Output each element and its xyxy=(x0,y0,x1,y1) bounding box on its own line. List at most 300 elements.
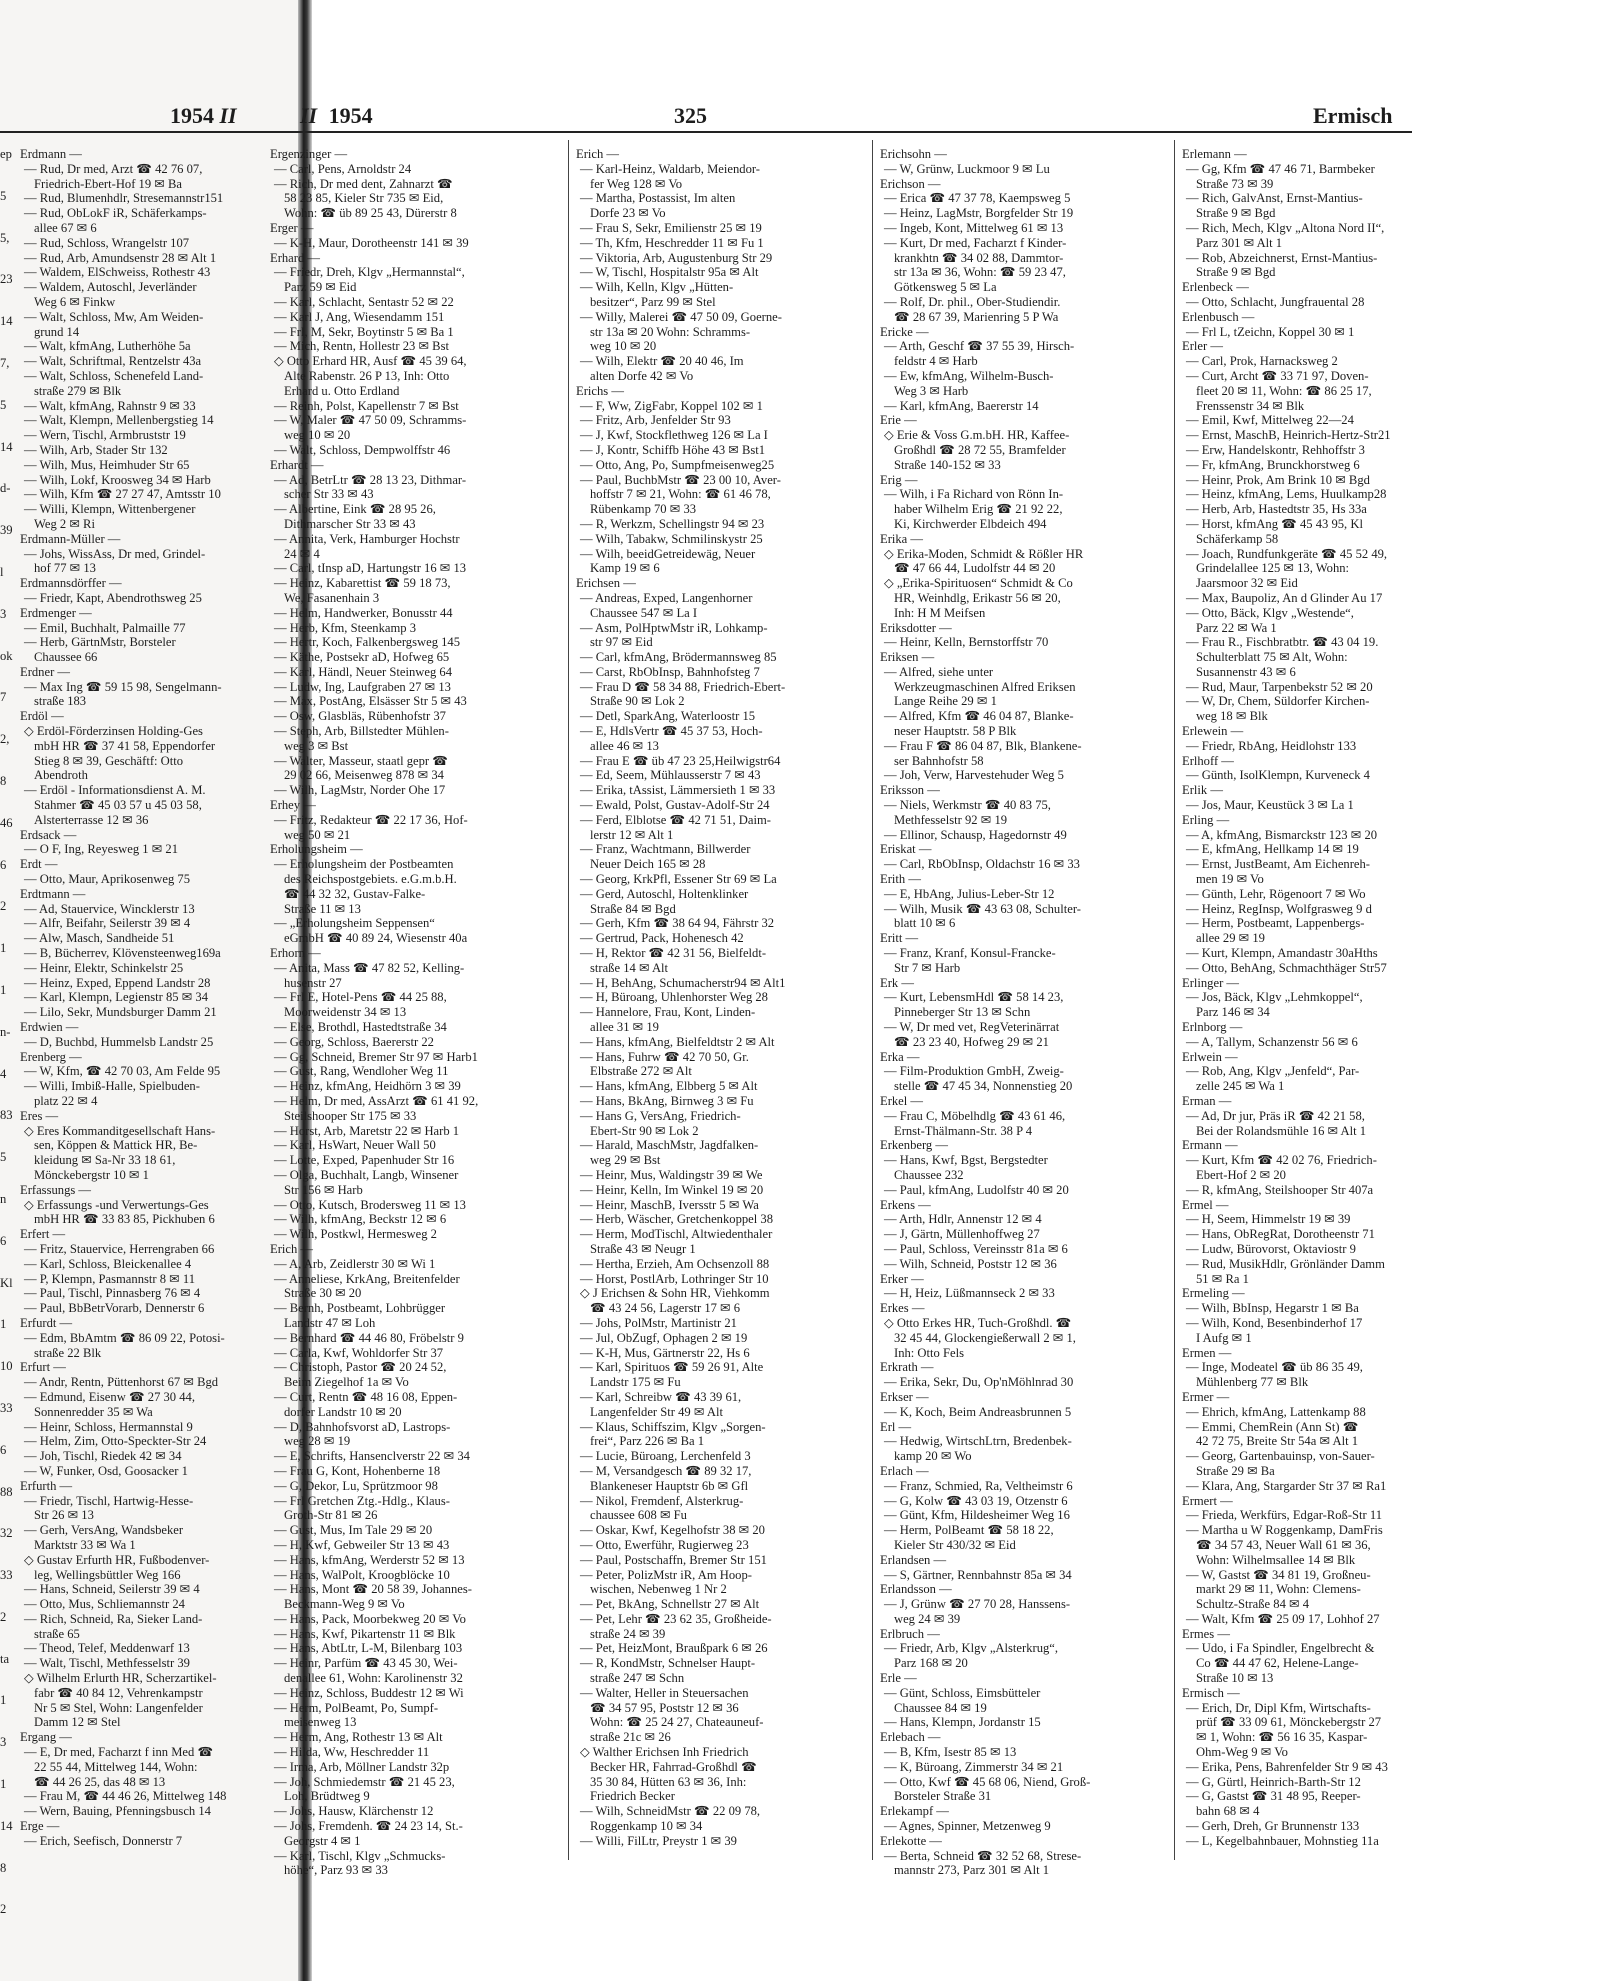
directory-entry: — Albertine, Eink ☎ 28 95 26, xyxy=(274,502,436,517)
entry-continuation: Stahmer ☎ 45 03 57 u 45 03 58, xyxy=(34,798,202,813)
entry-continuation: Schultz-Straße 84 ✉ 4 xyxy=(1196,1597,1310,1612)
directory-entry: — Ludw, Ing, Laufgraben 27 ✉ 13 xyxy=(274,679,451,694)
surname-heading: Erlinger — xyxy=(1182,975,1240,990)
directory-entry: — Wilh, Tabakw, Schmilinskystr 25 xyxy=(580,531,763,546)
directory-entry: — Hans, Schneid, Seilerstr 39 ✉ 4 xyxy=(24,1582,200,1597)
directory-entry: — Ewald, Polst, Gustav-Adolf-Str 24 xyxy=(580,798,770,813)
entry-continuation: Straße 90 ✉ Lok 2 xyxy=(590,694,685,709)
directory-entry: — Friedr, Dreh, Klgv „Hermannstal“, xyxy=(274,265,465,280)
directory-entry: — Herb, Wäscher, Gretchenkoppel 38 xyxy=(580,1212,773,1227)
entry-continuation: stelle ☎ 47 45 34, Nonnenstieg 20 xyxy=(894,1079,1073,1094)
directory-entry: — Rob, Ang, Klgv „Jenfeld“, Par- xyxy=(1186,1064,1360,1079)
directory-entry: — Emil, Buchhalt, Palmaille 77 xyxy=(24,620,186,635)
entry-continuation: weg 24 ✉ 39 xyxy=(894,1611,961,1626)
directory-entry: — Otto, Maur, Aprikosenweg 75 xyxy=(24,872,190,887)
directory-entry: — Herm, PolBeamt ☎ 58 18 22, xyxy=(884,1523,1054,1538)
entry-continuation: Langenfelder Str 49 ✉ Alt xyxy=(590,1404,723,1419)
directory-entry: — R, kfmAng, Steilshooper Str 407a xyxy=(1186,1182,1374,1197)
directory-entry: — Karl, Händl, Neuer Steinweg 64 xyxy=(274,664,453,679)
entry-continuation: haber Wilhelm Erig ☎ 21 92 22, xyxy=(894,502,1063,517)
directory-entry: — Ingeb, Kont, Mittelweg 61 ✉ 13 xyxy=(884,220,1064,235)
entry-continuation: 35 30 84, Hütten 63 ✉ 36, Inh: xyxy=(590,1774,747,1789)
margin-fragment: 14 xyxy=(0,314,13,329)
margin-fragment: 1 xyxy=(0,982,7,997)
entry-continuation: Neuer Deich 165 ✉ 28 xyxy=(590,857,706,872)
directory-entry: — Inge, Modeatel ☎ üb 86 35 49, xyxy=(1186,1360,1363,1375)
directory-entry: — Hans, Fuhrw ☎ 42 70 50, Gr. xyxy=(580,1049,749,1064)
directory-entry: — Herm, Postbeamt, Lappenbergs- xyxy=(1186,916,1365,931)
directory-entry: — Alfred, siehe unter xyxy=(884,664,994,679)
entry-continuation: Chaussee 547 ✉ La I xyxy=(590,605,698,620)
entry-continuation: 32 45 44, Glockengießerwall 2 ✉ 1, xyxy=(894,1330,1076,1345)
entry-continuation: weg 50 ✉ 21 xyxy=(284,827,351,842)
directory-entry: — J, Gärtn, Müllenhoffweg 27 xyxy=(884,1227,1040,1242)
surname-heading: Erdmann-Müller — xyxy=(20,531,121,546)
entry-continuation: Moorweidenstr 34 ✉ 13 xyxy=(284,1005,407,1020)
entry-continuation: ☎ 23 23 40, Hofweg 29 ✉ 21 xyxy=(894,1034,1049,1049)
entry-continuation: blatt 10 ✉ 6 xyxy=(894,916,956,931)
directory-entry: — H, Büroang, Uhlenhorster Weg 28 xyxy=(580,990,768,1005)
entry-continuation: Landstr 175 ✉ Fu xyxy=(590,1375,681,1390)
directory-entry: ◇ Otto Erhard HR, Ausf ☎ 45 39 64, xyxy=(274,354,467,369)
surname-heading: Erlekampf — xyxy=(880,1804,949,1819)
directory-entry: — R, Werkzm, Schellingstr 94 ✉ 23 xyxy=(580,516,765,531)
surname-heading: Erdsack — xyxy=(20,827,77,842)
directory-entry: — Friedr, Kapt, Abendrothsweg 25 xyxy=(24,590,202,605)
entry-continuation: Stieg 8 ✉ 39, Geschäftf: Otto xyxy=(34,753,184,768)
directory-entry: — Johs, Fremdenh. ☎ 24 23 14, St.- xyxy=(274,1819,463,1834)
surname-heading: Erichsen — xyxy=(576,576,636,591)
directory-entry: — Helm, Dr med, AssArzt ☎ 61 41 92, xyxy=(274,1094,479,1108)
entry-continuation: allee 31 ✉ 19 xyxy=(590,1020,659,1035)
surname-heading: Erkel — xyxy=(880,1094,924,1108)
directory-entry: — Gerh, Dreh, Gr Brunnenstr 133 xyxy=(1186,1819,1360,1834)
surname-heading: Erkes — xyxy=(880,1301,925,1316)
directory-entry: — Herb, Kfm, Steenkamp 3 xyxy=(274,620,416,635)
directory-entry: — H, Heiz, Lüßmannseck 2 ✉ 33 xyxy=(884,1286,1055,1301)
entry-continuation: Straße 140-152 ✉ 33 xyxy=(894,457,1001,472)
entry-continuation: weg 3 ✉ Bst xyxy=(284,738,349,753)
directory-entry: — Karl-Heinz, Waldarb, Meiendor- xyxy=(580,161,760,176)
margin-fragment: 32 xyxy=(0,1526,13,1541)
directory-entry: — Film-Produktion GmbH, Zweig- xyxy=(884,1064,1064,1079)
margin-fragment: 33 xyxy=(0,1400,13,1415)
right-page xyxy=(270,0,1600,1981)
entry-continuation: Beim Ziegelhof 1a ✉ Vo xyxy=(284,1375,409,1390)
directory-entry: — Hertha, Erzieh, Am Ochsenzoll 88 xyxy=(580,1256,770,1271)
surname-heading: Erfurth — xyxy=(20,1478,73,1493)
directory-entry: — Rolf, Dr. phil., Ober-Studiendir. xyxy=(884,294,1061,309)
directory-entry: — Reinh, Polst, Kapellenstr 7 ✉ Bst xyxy=(274,398,459,413)
directory-entry: — Heinr, Kelln, Bernstorffstr 70 xyxy=(884,635,1049,650)
surname-heading: Erlik — xyxy=(1182,783,1223,798)
column-1 xyxy=(270,147,564,1878)
entry-continuation: Landstr 47 ✉ Loh xyxy=(284,1315,376,1330)
surname-heading: Erker — xyxy=(880,1271,924,1286)
directory-entry: — Gertrud, Pack, Hohenesch 42 xyxy=(580,931,744,946)
directory-entry: — Klaus, Schiffszim, Klgv „Sorgen- xyxy=(580,1419,766,1434)
left-page xyxy=(0,0,298,1981)
surname-heading: Erdwien — xyxy=(20,1020,79,1035)
surname-heading: Erl — xyxy=(880,1419,912,1434)
left-header-part: II xyxy=(219,103,237,128)
entry-continuation: Groth-Str 81 ✉ 26 xyxy=(284,1508,378,1523)
margin-fragment: 14 xyxy=(0,439,13,454)
directory-entry: — Horst, PostlArb, Lothringer Str 10 xyxy=(580,1271,769,1286)
directory-entry: — Karl, Schloss, Bleickenallee 4 xyxy=(24,1256,192,1271)
directory-entry: — Martha, Postassist, Im alten xyxy=(580,191,736,206)
entry-continuation: chaussee 608 ✉ Fu xyxy=(590,1508,687,1523)
directory-entry: — Heinr, Elektr, Schinkelstr 25 xyxy=(24,960,184,975)
margin-fragment: 1 xyxy=(0,1693,7,1708)
surname-heading: Erfurdt — xyxy=(20,1315,73,1330)
surname-heading: Erkser — xyxy=(880,1389,929,1404)
directory-entry: — W, Funker, Osd, Goosacker 1 xyxy=(24,1463,188,1478)
directory-entry: — Arth, Hdlr, Annenstr 12 ✉ 4 xyxy=(884,1212,1042,1227)
directory-entry: — Fr, kfmAng, Brunckhorstweg 6 xyxy=(1186,457,1360,472)
surname-heading: Erman — xyxy=(1182,1094,1232,1108)
entry-continuation: Straße 43 ✉ Neugr 1 xyxy=(590,1241,696,1256)
margin-fragment: 14 xyxy=(0,1818,13,1833)
directory-entry: — W, Kfm, ☎ 42 70 03, Am Felde 95 xyxy=(24,1064,221,1079)
margin-fragment: 39 xyxy=(0,523,13,538)
directory-entry: — Anneliese, KrkAng, Breitenfelder xyxy=(274,1271,460,1286)
margin-fragment: 7 xyxy=(0,690,7,705)
surname-heading: Erich — xyxy=(270,1241,314,1256)
surname-heading: Erika — xyxy=(880,531,924,546)
directory-entry: — Harald, MaschMstr, Jagdfalken- xyxy=(580,1138,759,1153)
surname-heading: Erkens — xyxy=(880,1197,931,1212)
directory-entry: — Johs, PolMstr, Martinistr 21 xyxy=(580,1315,737,1330)
right-header-rule xyxy=(272,131,1412,133)
surname-heading: Ericke — xyxy=(880,324,929,339)
directory-entry: — Th, Kfm, Heschredder 11 ✉ Fu 1 xyxy=(580,235,764,250)
directory-entry: — Horst, kfmAng ☎ 45 43 95, Kl xyxy=(1186,516,1363,531)
entry-continuation: ☎ 47 66 44, Ludolfstr 44 ✉ 20 xyxy=(894,561,1056,576)
directory-entry: — G, Dekor, Lu, Sprützmoor 98 xyxy=(274,1478,438,1493)
directory-entry: — J, Kwf, Stockflethweg 126 ✉ La I xyxy=(580,428,768,443)
surname-heading: Erig — xyxy=(880,472,918,487)
entry-continuation: Straße 30 ✉ 20 xyxy=(284,1286,362,1301)
directory-entry: — Willi, FilLtr, Preystr 1 ✉ 39 xyxy=(580,1833,737,1848)
directory-entry: — Gg, Kfm ☎ 47 46 71, Barmbeker xyxy=(1186,161,1375,176)
entry-continuation: weg 29 ✉ Bst xyxy=(590,1153,661,1168)
directory-entry: ◇ J Erichsen & Sohn HR, Viehkomm xyxy=(580,1286,770,1301)
directory-entry: — Günth, IsolKlempn, Kurveneck 4 xyxy=(1186,768,1370,783)
entry-continuation: meisenweg 13 xyxy=(284,1715,357,1730)
directory-entry: — Joh, Schmiedemstr ☎ 21 45 23, xyxy=(274,1774,455,1789)
directory-entry: — Walt, Schriftmal, Rentzelstr 43a xyxy=(24,354,202,369)
entry-continuation: Marktstr 33 ✉ Wa 1 xyxy=(34,1537,136,1552)
directory-entry: — H, Kwf, Gebweiler Str 13 ✉ 43 xyxy=(274,1537,450,1552)
directory-entry: — Frau F ☎ 86 04 87, Blk, Blankene- xyxy=(884,738,1082,753)
directory-entry: — Rud, ObLokF iR, Schäferkamps- xyxy=(24,206,207,221)
directory-entry: — K, Koch, Beim Andreasbrunnen 5 xyxy=(884,1404,1072,1419)
surname-heading: Erkrath — xyxy=(880,1360,934,1375)
entry-continuation: ☎ 44 32 32, Gustav-Falke- xyxy=(284,886,426,901)
directory-entry: — B, Kfm, Isestr 85 ✉ 13 xyxy=(884,1745,1017,1760)
directory-entry: — E, HbAng, Julius-Leber-Str 12 xyxy=(884,886,1055,901)
surname-heading: Ermisch — xyxy=(1182,1685,1240,1700)
directory-entry: — Jos, Bäck, Klgv „Lehmkoppel“, xyxy=(1186,990,1363,1005)
directory-entry: — Carl, Prok, Harnacksweg 2 xyxy=(1186,354,1338,369)
entry-continuation: leg, Wellingsbüttler Weg 166 xyxy=(34,1567,181,1582)
directory-entry: — Rud, Arb, Amundsenstr 28 ✉ Alt 1 xyxy=(24,250,217,265)
left-column xyxy=(20,147,286,1849)
surname-heading: Erger — xyxy=(270,220,314,235)
entry-continuation: Jaarsmoor 32 ✉ Eid xyxy=(1196,576,1298,591)
entry-continuation: mbH HR ☎ 37 41 58, Eppendorfer xyxy=(34,738,216,753)
surname-heading: Erlenbusch — xyxy=(1182,309,1255,324)
directory-entry: — E, HdlsVertr ☎ 45 37 53, Hoch- xyxy=(580,724,763,739)
directory-entry: — Nikol, Fremdenf, Alsterkrug- xyxy=(580,1493,744,1508)
directory-entry: — Karl, Spirituos ☎ 59 26 91, Alte xyxy=(580,1360,764,1375)
directory-entry: — Emil, Kwf, Mittelweg 22—24 xyxy=(1186,413,1354,428)
directory-entry: — Rud, Maur, Tarpenbekstr 52 ✉ 20 xyxy=(1186,679,1373,694)
directory-entry: — Rud, MusikHdlr, Grönländer Damm xyxy=(1186,1256,1385,1271)
directory-entry: — Paul, Schloss, Vereinsstr 81a ✉ 6 xyxy=(884,1241,1068,1256)
directory-entry: — Kurt, Kfm ☎ 42 02 76, Friedrich- xyxy=(1186,1153,1377,1168)
entry-continuation: Straße 11 ✉ 13 xyxy=(284,901,361,916)
entry-continuation: dorfer Landstr 10 ✉ 20 xyxy=(284,1404,402,1419)
directory-entry: — Georg, KrkPfl, Essener Str 69 ✉ La xyxy=(580,872,777,887)
directory-entry: — Erica ☎ 47 37 78, Kaempsweg 5 xyxy=(884,191,1071,206)
entry-continuation: Mönckebergstr 10 ✉ 1 xyxy=(34,1167,149,1182)
entry-continuation: wischen, Nebenweg 1 Nr 2 xyxy=(590,1582,727,1597)
directory-entry: — Paul, BbBetrVorarb, Dennerstr 6 xyxy=(24,1301,205,1316)
entry-continuation: straße 65 xyxy=(34,1626,80,1641)
surname-heading: Erdmannsdörffer — xyxy=(20,576,122,591)
directory-entry: — Irma, Arb, Möllner Landstr 32p xyxy=(274,1759,450,1774)
margin-fragment: 88 xyxy=(0,1484,13,1499)
entry-continuation: höhe“, Parz 93 ✉ 33 xyxy=(284,1863,388,1878)
entry-continuation: 24 ✉ 4 xyxy=(284,546,320,561)
directory-entry: — Friedr, Tischl, Hartwig-Hesse- xyxy=(24,1493,194,1508)
directory-entry: — Rud, Dr med, Arzt ☎ 42 76 07, xyxy=(24,161,203,176)
directory-entry: — Ew, kfmAng, Wilhelm-Busch- xyxy=(884,368,1054,383)
directory-entry: — Hertr, Koch, Falkenbergsweg 145 xyxy=(274,635,461,650)
directory-entry: — Ad, BetrLtr ☎ 28 13 23, Dithmar- xyxy=(274,472,467,487)
surname-heading: Erka — xyxy=(880,1049,920,1064)
entry-continuation: Parz 301 ✉ Alt 1 xyxy=(1196,235,1283,250)
margin-fragment: 5 xyxy=(0,188,7,203)
column-2 xyxy=(576,147,868,1849)
directory-entry: — Erw, Handelskontr, Rehhoffstr 3 xyxy=(1186,442,1365,457)
directory-entry: — Kurt, LebensmHdl ☎ 58 14 23, xyxy=(884,990,1064,1005)
margin-fragment: 7, xyxy=(0,355,10,370)
surname-heading: Erie — xyxy=(880,413,917,428)
directory-entry: — Heinz, kfmAng, Heidhörn 3 ✉ 39 xyxy=(274,1079,461,1094)
entry-continuation: feldstr 4 ✉ Harb xyxy=(894,354,978,369)
surname-heading: Erlenbeck — xyxy=(1182,280,1249,295)
surname-heading: Erle — xyxy=(880,1671,917,1686)
directory-entry: — Johs, WissAss, Dr med, Grindel- xyxy=(24,546,206,561)
entry-continuation: Str 7 ✉ Harb xyxy=(894,960,961,975)
directory-entry: — Detl, SparkAng, Waterloostr 15 xyxy=(580,709,756,724)
directory-entry: — Willi, Klempn, Wittenbergener xyxy=(24,502,196,517)
directory-entry: — Heinz, LagMstr, Borgfelder Str 19 xyxy=(884,206,1074,221)
surname-heading: Erichson — xyxy=(880,176,941,191)
entry-continuation: allee 46 ✉ 13 xyxy=(590,738,659,753)
directory-entry: — Heinr, Mus, Waldingstr 39 ✉ We xyxy=(580,1167,763,1182)
directory-entry: — Heinr, Schloss, Hermannstal 9 xyxy=(24,1419,193,1434)
entry-continuation: Schulterblatt 75 ✉ Alt, Wohn: xyxy=(1196,650,1348,665)
entry-continuation: Loh, Brüdtweg 9 xyxy=(284,1789,370,1804)
directory-entry: — „Erholungsheim Seppensen“ xyxy=(274,916,435,931)
margin-fragment: l xyxy=(0,564,4,579)
entry-continuation: krankhtn ☎ 34 02 88, Dammtor- xyxy=(894,250,1064,265)
entry-continuation: We, Fasanenhain 3 xyxy=(284,590,380,605)
directory-entry: — W, Dr, Chem, Süldorfer Kirchen- xyxy=(1186,694,1370,709)
column-divider xyxy=(1174,140,1175,1860)
directory-entry: — Wilh, Elektr ☎ 20 40 46, Im xyxy=(580,354,744,369)
entry-continuation: Str 26 ✉ 13 xyxy=(34,1508,94,1523)
directory-entry: — Wern, Tischl, Armbruststr 19 xyxy=(24,428,186,443)
margin-fragment: Kl xyxy=(0,1275,13,1290)
surname-heading: Erge — xyxy=(20,1819,60,1834)
directory-entry: — Joach, Rundfunkgeräte ☎ 45 52 49, xyxy=(1186,546,1388,561)
surname-heading: Ermann — xyxy=(1182,1138,1238,1153)
margin-fragment: 2, xyxy=(0,732,10,747)
directory-entry: — Carl, kfmAng, Brödermannsweg 85 xyxy=(580,650,777,665)
directory-entry: — Fritz, Arb, Jenfelder Str 93 xyxy=(580,413,731,428)
directory-entry: — Anita, Mass ☎ 47 82 52, Kelling- xyxy=(274,960,465,975)
directory-entry: — Otto, Kutsch, Brodersweg 11 ✉ 13 xyxy=(274,1197,466,1212)
margin-fragment: 5 xyxy=(0,397,7,412)
entry-continuation: Ebert-Hof 2 ✉ 20 xyxy=(1196,1167,1286,1182)
surname-heading: Erler — xyxy=(1182,339,1223,354)
margin-fragment: 8 xyxy=(0,773,7,788)
entry-continuation: Straße 29 ✉ Ba xyxy=(1196,1463,1275,1478)
surname-heading: Ergang — xyxy=(20,1730,72,1745)
directory-entry: — Waldem, ElSchweiss, Rothestr 43 xyxy=(24,265,211,280)
directory-entry: — Hans, Mont ☎ 20 58 39, Johannes- xyxy=(274,1582,472,1597)
surname-heading: Erlnborg — xyxy=(1182,1020,1243,1035)
entry-continuation: ☎ 28 67 39, Marienring 5 P Wa xyxy=(894,309,1059,324)
directory-entry: — Hans, kfmAng, Bielfeldtstr 2 ✉ Alt xyxy=(580,1034,775,1049)
directory-entry: — W, Gastst ☎ 34 81 19, Großneu- xyxy=(1186,1567,1371,1582)
surname-heading: Ergenzinger — xyxy=(270,147,348,161)
entry-continuation: Kieler Str 430/32 ✉ Eid xyxy=(894,1537,1016,1552)
entry-continuation: weg 18 ✉ Blk xyxy=(1196,709,1268,724)
surname-heading: Erdner — xyxy=(20,664,71,679)
column-3 xyxy=(880,147,1170,1878)
margin-fragment: 1 xyxy=(0,1317,7,1332)
directory-entry: — Frau S, Sekr, Emilienstr 25 ✉ 19 xyxy=(580,220,762,235)
left-header-year: 1954 xyxy=(170,103,214,128)
directory-entry: — Fritz, Redakteur ☎ 22 17 36, Hof- xyxy=(274,812,468,827)
directory-entry: — Hans, WalPolt, Kroogblöcke 10 xyxy=(274,1567,450,1582)
directory-entry: — Otto, Bäck, Klgv „Westende“, xyxy=(1186,605,1354,620)
directory-entry: — Bernhard ☎ 44 46 80, Fröbelstr 9 xyxy=(274,1330,464,1345)
entry-continuation: allee 29 ✉ 19 xyxy=(1196,931,1265,946)
directory-entry: — Herm, ModTischl, Altwiedenthaler xyxy=(580,1227,773,1242)
entry-continuation: markt 29 ✉ 11, Wohn: Clemens- xyxy=(1196,1582,1361,1597)
entry-continuation: str 13a ✉ 36, Wohn: ☎ 59 23 47, xyxy=(894,265,1066,280)
directory-entry: — Walter, Masseur, staatl gepr ☎ xyxy=(274,753,448,768)
directory-entry: — Georg, Gartenbauinsp, von-Sauer- xyxy=(1186,1449,1375,1464)
entry-continuation: Parz 168 ✉ 20 xyxy=(894,1656,968,1671)
entry-continuation: Friedrich-Ebert-Hof 19 ✉ Ba xyxy=(34,176,182,191)
entry-continuation: frei“, Parz 226 ✉ Ba 1 xyxy=(590,1434,705,1449)
directory-entry: — Bernh, Postbeamt, Lohbrügger xyxy=(274,1301,446,1316)
entry-continuation: Dorfe 23 ✉ Vo xyxy=(590,206,666,221)
directory-entry: — S, Gärtner, Rennbahnstr 85a ✉ 34 xyxy=(884,1567,1072,1582)
directory-entry: — Günt, Schloss, Eimsbütteler xyxy=(884,1685,1041,1700)
directory-entry: — Viktoria, Arb, Augustenburg Str 29 xyxy=(580,250,773,265)
surname-heading: Ermert — xyxy=(1182,1493,1233,1508)
directory-entry: — Erholungsheim der Postbeamten xyxy=(274,857,454,872)
surname-heading: Erichsohn — xyxy=(880,147,947,161)
directory-entry: ◇ Erie & Voss G.m.bH. HR, Kaffee- xyxy=(884,428,1070,443)
entry-continuation: ☎ 34 57 43, Neuer Wall 61 ✉ 36, xyxy=(1196,1537,1371,1552)
directory-entry: — Walt, kfmAng, Lutherhöhe 5a xyxy=(24,339,191,354)
entry-continuation: kamp 20 ✉ Wo xyxy=(894,1449,972,1464)
surname-heading: Erdmenger — xyxy=(20,605,92,620)
directory-entry: — Helm, Zim, Otto-Speckter-Str 24 xyxy=(24,1434,207,1449)
directory-entry: — Otto, Ang, Po, Sumpfmeisenweg25 xyxy=(580,457,775,472)
directory-entry: — Hans, ObRegRat, Dorotheenstr 71 xyxy=(1186,1227,1375,1242)
entry-continuation: HR, Weinhdlg, Erikastr 56 ✉ 20, xyxy=(894,590,1061,605)
entry-continuation: Elbstraße 272 ✉ Alt xyxy=(590,1064,692,1079)
surname-heading: Eriskat — xyxy=(880,842,932,857)
directory-entry: — Max, PostAng, Elsässer Str 5 ✉ 43 xyxy=(274,694,467,709)
entry-continuation: husenstr 27 xyxy=(284,975,342,990)
surname-heading: Ermen — xyxy=(1182,1345,1232,1360)
entry-continuation: Werkzeugmaschinen Alfred Eriksen xyxy=(894,679,1076,694)
directory-entry: — Hilda, Ww, Heschredder 11 xyxy=(274,1745,430,1760)
surname-heading: Erlach — xyxy=(880,1463,929,1478)
margin-fragment: 5 xyxy=(0,1150,7,1165)
entry-continuation: Weg 2 ✉ Ri xyxy=(34,516,95,531)
directory-entry: ◇ „Erika-Spirituosen“ Schmidt & Co xyxy=(884,576,1073,591)
entry-continuation: eGmbH ☎ 40 89 24, Wiesenstr 40a xyxy=(284,931,468,946)
surname-heading: Erith — xyxy=(880,872,921,887)
entry-continuation: Sonnenredder 35 ✉ Wa xyxy=(34,1404,153,1419)
entry-continuation: Co ☎ 44 47 62, Helene-Lange- xyxy=(1196,1656,1359,1671)
surname-heading: Ermeling — xyxy=(1182,1286,1245,1301)
directory-entry: — Heinr, Prok, Am Brink 10 ✉ Bgd xyxy=(1186,472,1370,487)
directory-entry: — Ad, Stauervice, Wincklerstr 13 xyxy=(24,901,195,916)
entry-continuation: Bei der Rolandsmühle 16 ✉ Alt 1 xyxy=(1196,1123,1367,1138)
surname-heading: Erdt — xyxy=(20,857,58,872)
entry-continuation: Roggenkamp 10 ✉ 34 xyxy=(590,1819,703,1834)
directory-entry: — Friedr, RbAng, Heidlohstr 133 xyxy=(1186,738,1357,753)
entry-continuation: Ki, Kirchwerder Elbdeich 494 xyxy=(894,516,1047,531)
directory-entry: — Paul, kfmAng, Ludolfstr 40 ✉ 20 xyxy=(884,1182,1069,1197)
directory-entry: — E, Dr med, Facharzt f inn Med ☎ xyxy=(24,1745,214,1760)
directory-entry: — Hannelore, Frau, Kont, Linden- xyxy=(580,1005,756,1020)
entry-continuation: ☎ 44 26 25, das 48 ✉ 13 xyxy=(34,1774,166,1789)
directory-entry: — Heinz, Exped, Eppend Landstr 28 xyxy=(24,975,211,990)
directory-entry: — Erika, tAssist, Lämmersieth 1 ✉ 33 xyxy=(580,783,776,798)
directory-entry: — Wilh, BbInsp, Hegarstr 1 ✉ Ba xyxy=(1186,1301,1359,1316)
entry-continuation: fleet 20 ✉ 11, Wohn: ☎ 86 25 17, xyxy=(1196,383,1372,398)
surname-heading: Erlandsson — xyxy=(880,1582,952,1597)
directory-entry: — M, Versandgesch ☎ 89 32 17, xyxy=(580,1463,752,1478)
directory-entry: — G, Gürtl, Heinrich-Barth-Str 12 xyxy=(1186,1774,1361,1789)
entry-continuation: weg 10 ✉ 20 xyxy=(284,428,351,443)
surname-heading: Erenberg — xyxy=(20,1049,82,1064)
directory-entry: — Karl, Schreibw ☎ 43 39 61, xyxy=(580,1389,742,1404)
entry-continuation: str 13a ✉ 20 Wohn: Schramms- xyxy=(590,324,751,339)
directory-entry: — O F, Ing, Reyesweg 1 ✉ 21 xyxy=(24,842,179,857)
entry-continuation: Becker HR, Fahrrad-Großhdl ☎ xyxy=(590,1759,757,1774)
directory-entry: — B, Bücherrev, Klövensteenweg169a xyxy=(24,946,221,961)
surname-heading: Eritt — xyxy=(880,931,919,946)
directory-entry: — Ferd, Elblotse ☎ 42 71 51, Daim- xyxy=(580,812,771,827)
directory-entry: — G, Gastst ☎ 31 48 95, Reeper- xyxy=(1186,1789,1361,1804)
